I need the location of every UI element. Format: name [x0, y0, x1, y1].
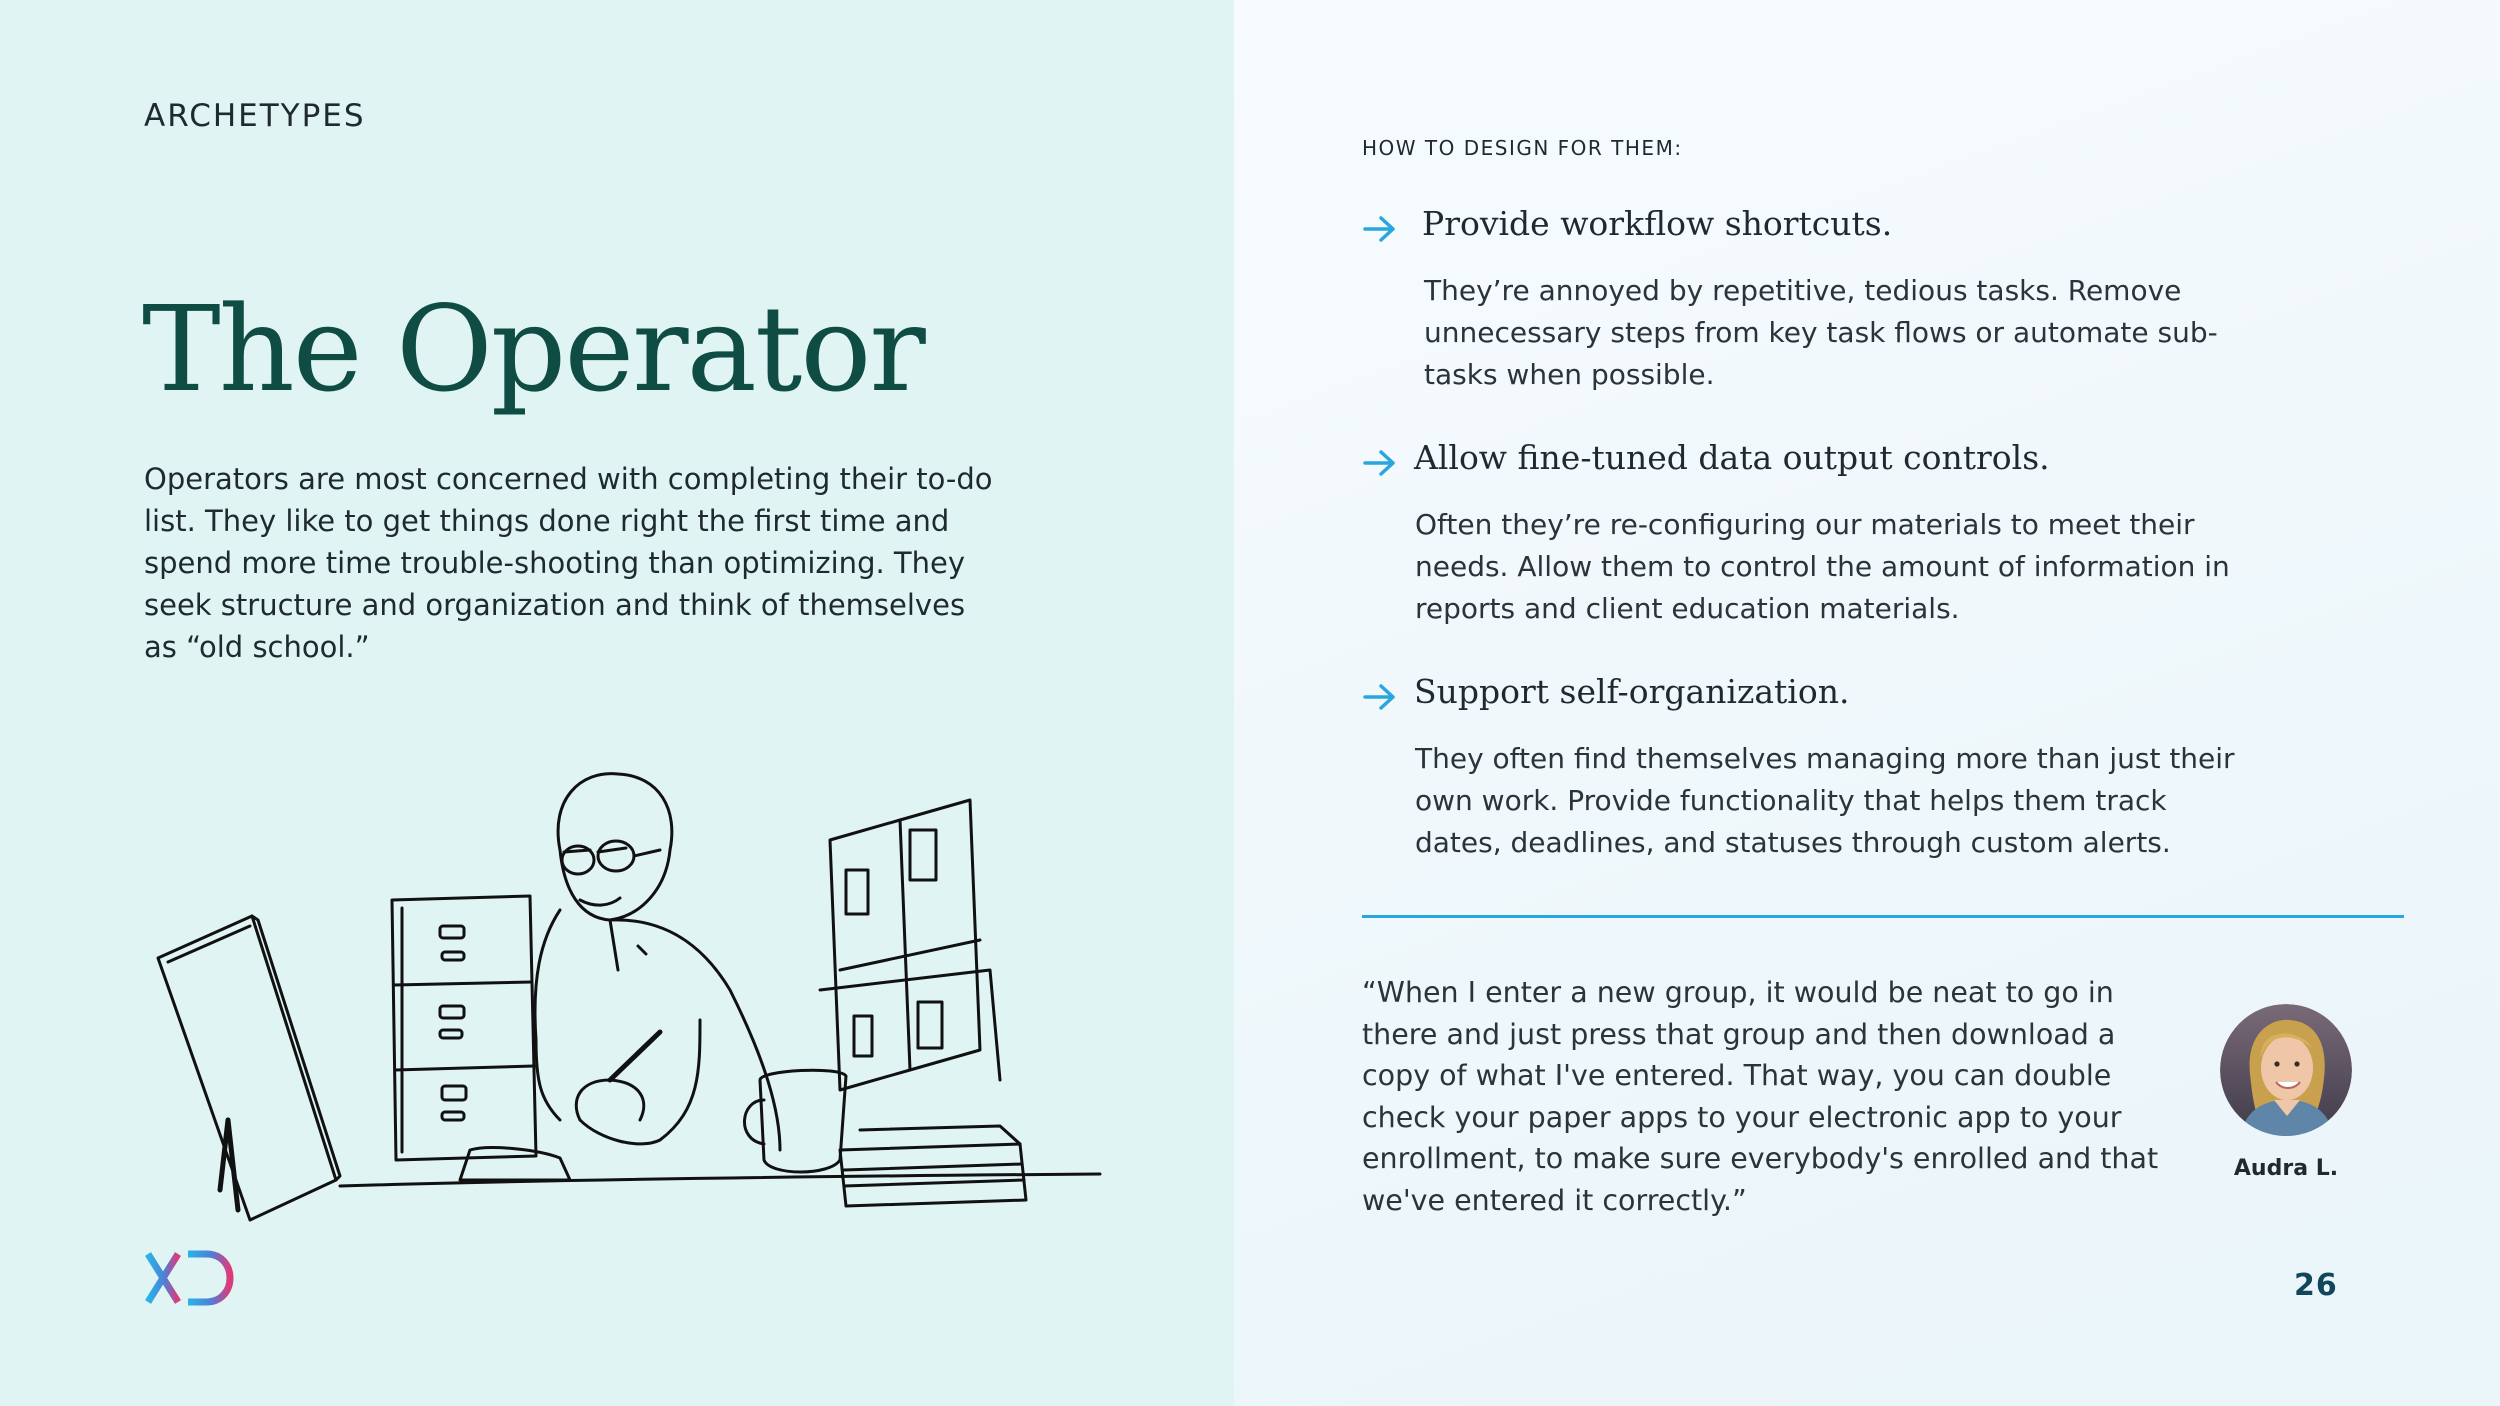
arrow-right-icon [1362, 448, 1398, 478]
left-panel [0, 0, 1234, 1406]
page-title: The Operator [142, 280, 924, 418]
tip-heading: Allow fine-tuned data output controls. [1414, 438, 2050, 477]
divider [1362, 915, 2404, 918]
arrow-right-icon [1362, 214, 1398, 244]
xd-logo [144, 1248, 234, 1308]
tip-body: They often find themselves managing more than just their own work. Provide functionality that helps them track dates, deadlines, and statuses through custom alerts. [1415, 742, 2235, 859]
user-quote: “When I enter a new group, it would be neat to go in there and just press that group and then download a copy of what I've entered. That way, you can double check your paper apps to your electronic app to your enrollment, to make sure everybody's enrolled and that we've entered it correctly.” [1362, 976, 2159, 1217]
tip-body: Often they’re re-configuring our materials to meet their needs. Allow them to control the amount of information in reports and client education materials. [1415, 508, 2230, 625]
tip-heading: Support self-organization. [1414, 672, 1850, 711]
operator-sketch-illustration [140, 740, 1120, 1230]
quote-author: Audra L. [2233, 1156, 2339, 1181]
arrow-right-icon [1362, 682, 1398, 712]
page-number: 26 [2294, 1268, 2338, 1303]
tip-heading: Provide workflow shortcuts. [1422, 204, 1893, 243]
tip-body: They’re annoyed by repetitive, tedious tasks. Remove unnecessary steps from key task flows or automate sub-tasks when possible. [1424, 274, 2218, 391]
how-to-design-label: HOW TO DESIGN FOR THEM: [1362, 136, 1683, 160]
section-label: ARCHETYPES [144, 98, 366, 134]
archetype-description: Operators are most concerned with completing their to-do list. They like to get things done right the first time and spend more time trouble-shooting than optimizing. They seek structure and organization and think of themselves as “old school.” [144, 462, 993, 664]
avatar-photo [2220, 1004, 2352, 1136]
